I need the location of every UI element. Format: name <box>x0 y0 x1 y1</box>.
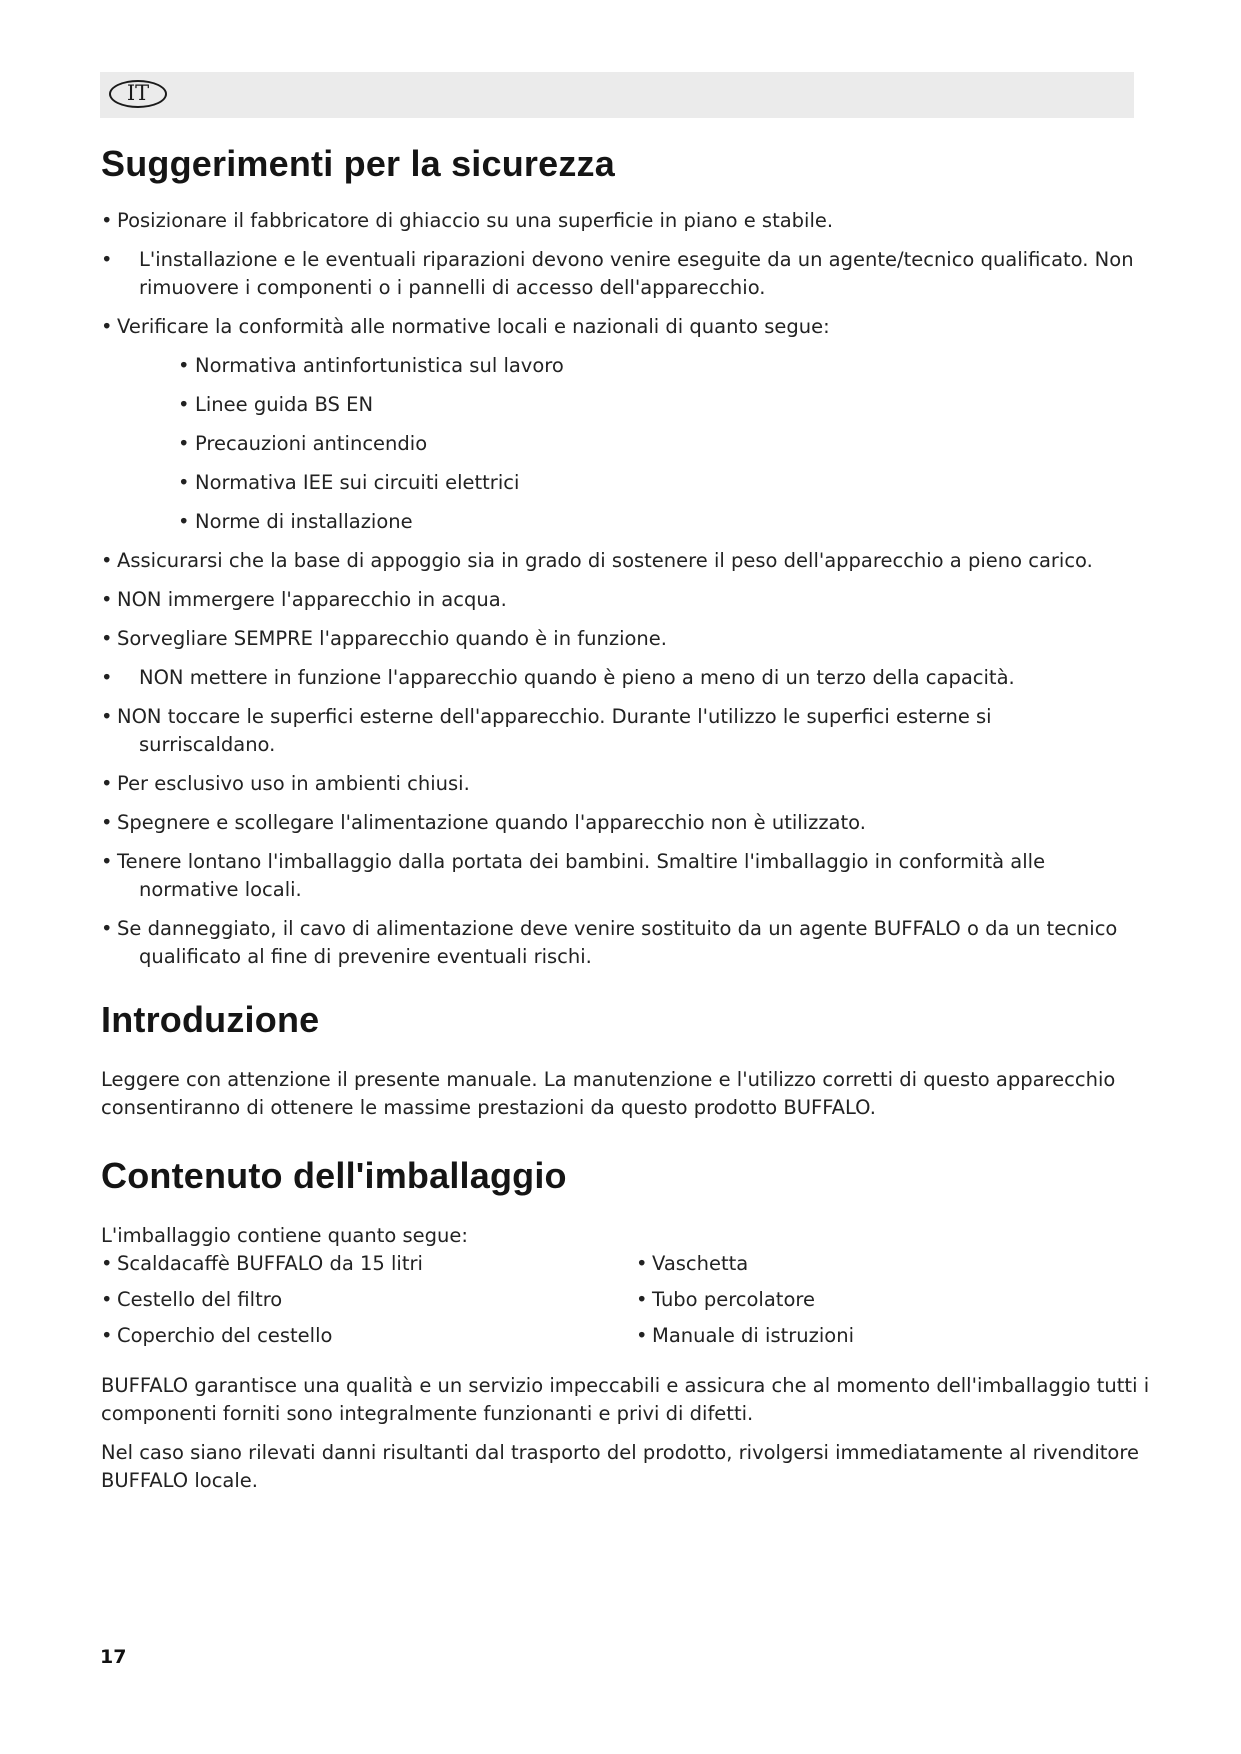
contents-item: Cestello del filtro <box>117 1288 283 1311</box>
safety-item-continued: surriscaldano. <box>139 733 276 756</box>
safety-item: NON toccare le superfici esterne dell'apparecchio. Durante l'utilizzo le superfici esterne si <box>117 705 992 728</box>
bullet: • <box>101 917 113 940</box>
safety-item: Sorvegliare SEMPRE l'apparecchio quando è in funzione. <box>117 627 667 650</box>
contents-lead: L'imballaggio contiene quanto segue: <box>101 1224 468 1247</box>
bullet: • <box>101 705 113 728</box>
bullet: • <box>101 209 113 232</box>
bullet: • <box>101 811 113 834</box>
safety-item: L'installazione e le eventuali riparazioni devono venire eseguite da un agente/tecnico qualificato. Non <box>139 248 1134 271</box>
contents-paragraph-line: BUFFALO garantisce una qualità e un servizio impeccabili e assicura che al momento dell'imballaggio tutti i <box>101 1374 1150 1397</box>
bullet: • <box>101 248 113 271</box>
section-title-safety: Suggerimenti per la sicurezza <box>101 143 615 184</box>
safety-subitem: Norme di installazione <box>195 510 413 533</box>
contents-item: Coperchio del cestello <box>117 1324 333 1347</box>
bullet: • <box>101 549 113 572</box>
contents-paragraph-line: BUFFALO locale. <box>101 1469 258 1492</box>
bullet: • <box>636 1324 648 1347</box>
contents-item: Vaschetta <box>652 1252 749 1275</box>
page-number: 17 <box>100 1646 127 1668</box>
safety-item: Posizionare il fabbricatore di ghiaccio su una superficie in piano e stabile. <box>117 209 834 232</box>
bullet: • <box>178 354 190 377</box>
bullet: • <box>636 1288 648 1311</box>
safety-item: Per esclusivo uso in ambienti chiusi. <box>117 772 470 795</box>
contents-paragraph-line: componenti forniti sono integralmente funzionanti e privi di difetti. <box>101 1402 754 1425</box>
intro-paragraph-line: consentiranno di ottenere le massime prestazioni da questo prodotto BUFFALO. <box>101 1096 876 1119</box>
bullet: • <box>101 1252 113 1275</box>
safety-item: Verificare la conformità alle normative locali e nazionali di quanto segue: <box>117 315 830 338</box>
bullet: • <box>178 510 190 533</box>
safety-subitem: Normativa IEE sui circuiti elettrici <box>195 471 520 494</box>
safety-subitem: Precauzioni antincendio <box>195 432 428 455</box>
section-title-contents: Contenuto dell'imballaggio <box>101 1155 567 1196</box>
section-title-intro: Introduzione <box>101 999 320 1040</box>
contents-item: Manuale di istruzioni <box>652 1324 855 1347</box>
bullet: • <box>101 1288 113 1311</box>
safety-item: NON immergere l'apparecchio in acqua. <box>117 588 507 611</box>
bullet: • <box>101 315 113 338</box>
safety-item: Tenere lontano l'imballaggio dalla portata dei bambini. Smaltire l'imballaggio in conformità alle <box>117 850 1046 873</box>
bullet: • <box>101 588 113 611</box>
safety-item-continued: qualificato al fine di prevenire eventuali rischi. <box>139 945 592 968</box>
contents-item: Scaldacaffè BUFFALO da 15 litri <box>117 1252 423 1275</box>
bullet: • <box>101 1324 113 1347</box>
bullet: • <box>101 850 113 873</box>
intro-paragraph-line: Leggere con attenzione il presente manuale. La manutenzione e l'utilizzo corretti di questo apparecchio <box>101 1068 1116 1091</box>
contents-paragraph-line: Nel caso siano rilevati danni risultanti dal trasporto del prodotto, rivolgersi immediatamente al rivenditore <box>101 1441 1139 1464</box>
contents-item: Tubo percolatore <box>652 1288 815 1311</box>
safety-item-continued: rimuovere i componenti o i pannelli di accesso dell'apparecchio. <box>139 276 766 299</box>
bullet: • <box>101 666 113 689</box>
bullet: • <box>178 432 190 455</box>
bullet: • <box>636 1252 648 1275</box>
safety-subitem: Normativa antinfortunistica sul lavoro <box>195 354 564 377</box>
bullet: • <box>178 471 190 494</box>
safety-subitem: Linee guida BS EN <box>195 393 374 416</box>
language-badge: IT <box>109 80 167 108</box>
safety-item: NON mettere in funzione l'apparecchio quando è pieno a meno di un terzo della capacità. <box>139 666 1015 689</box>
safety-item-continued: normative locali. <box>139 878 302 901</box>
safety-item: Spegnere e scollegare l'alimentazione quando l'apparecchio non è utilizzato. <box>117 811 866 834</box>
bullet: • <box>178 393 190 416</box>
bullet: • <box>101 627 113 650</box>
safety-item: Se danneggiato, il cavo di alimentazione deve venire sostituito da un agente BUFFALO o da un tecnico <box>117 917 1118 940</box>
safety-item: Assicurarsi che la base di appoggio sia in grado di sostenere il peso dell'apparecchio a pieno carico. <box>117 549 1093 572</box>
language-bar <box>100 72 1134 118</box>
bullet: • <box>101 772 113 795</box>
